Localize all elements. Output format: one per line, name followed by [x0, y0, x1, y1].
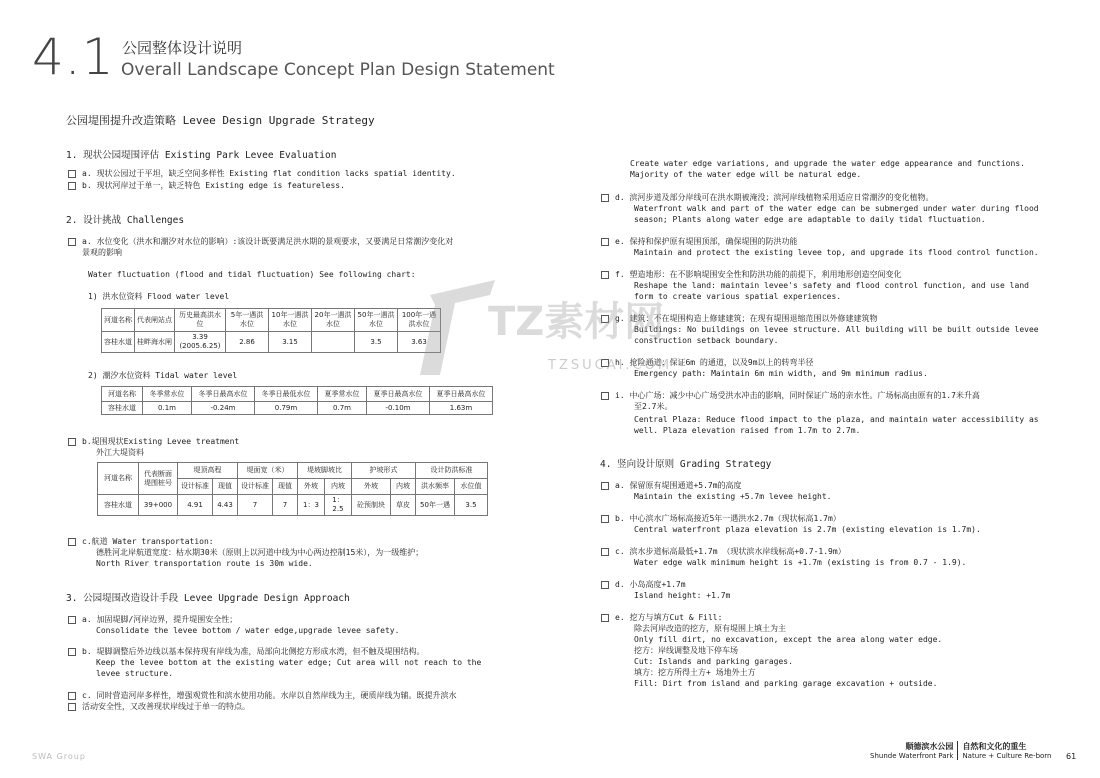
r-i3: Central Plaza: Reduce flood impact to the plaza, and maintain water accessibility as [634, 415, 1039, 424]
s1-item-b [68, 180, 345, 191]
levee-td: 容桂水道 [98, 495, 139, 516]
flood-th: 5年一遇洪水位 [226, 309, 269, 332]
levee-th: 现值 [273, 479, 298, 495]
r-g3: construction setback boundary. [634, 336, 779, 345]
r-i2: 至2.7米。 [634, 402, 673, 411]
section-number: 4.1 [32, 28, 115, 86]
footer-theme-en: Nature + Culture Re-born [962, 752, 1052, 760]
s4-e4: 挖方：岸线调整及地下停车场 [634, 646, 738, 655]
s3-b3: levee structure. [96, 669, 174, 678]
s4-item-b [601, 513, 841, 524]
s2-item-c [68, 536, 214, 547]
r-f1-text: f. 塑造地形：在不影响堤围安全性和防洪功能的前提下，利用地形创造空间变化 [615, 270, 902, 279]
s4-a1-text: a. 保留原有堤围通道+5.7m的高度 [615, 481, 742, 490]
checkbox-icon [68, 538, 76, 546]
levee-th: 水位值 [455, 479, 488, 495]
s4-b1-text: b. 中心滨水广场标高接近5年一遇洪水2.7m（现状标高1.7m） [615, 514, 841, 523]
levee-th: 堤坡脚坡比 [298, 463, 352, 479]
checkbox-icon [68, 170, 76, 178]
flood-th: 100年一遇洪水位 [398, 309, 441, 332]
checkbox-icon [601, 515, 609, 523]
checkbox-icon [601, 392, 609, 400]
levee-th: 设计标准 [178, 479, 213, 495]
r-f2: Reshape the land: maintain levee's safety and flood control function, and use land [634, 281, 1029, 290]
page-title-en: Overall Landscape Concept Plan Design Statement [121, 60, 555, 80]
r-item-i [601, 390, 980, 401]
tidal-td: -0.24m [192, 402, 255, 415]
s4-e5: Cut: Islands and parking garages. [634, 657, 793, 666]
flood-td: 容桂水道 [102, 332, 135, 353]
levee-td: 50年一遇 [416, 495, 455, 516]
checkbox-icon [601, 194, 609, 202]
levee-th: 堤面宽（米） [238, 463, 298, 479]
s2-item-b [68, 436, 239, 447]
footer-project-en: Shunde Waterfront Park [870, 752, 954, 760]
r-c-cont2: Majority of the water edge will be natural edge. [630, 170, 862, 179]
tidal-td: 0.79m [255, 402, 318, 415]
s4-item-a [601, 480, 742, 491]
levee-th: 河道名称 [98, 463, 139, 495]
tidal-th: 夏季日最高水位 [367, 387, 430, 402]
tidal-title: 2) 潮汐水位资料 Tidal water level [88, 371, 238, 380]
flood-th: 河道名称 [102, 309, 135, 332]
flood-table [101, 308, 441, 353]
footer-project-cn: 顺德滨水公园 [905, 742, 954, 751]
s2-item-a [68, 236, 453, 247]
levee-th: 堤顶高程 [178, 463, 238, 479]
r-g2: Buildings: No buildings on levee structure. All building will be built outside levee [634, 325, 1039, 334]
s3-title: 3. 公园堤围改造设计手段 Levee Upgrade Design Approach [66, 593, 350, 604]
tidal-th: 冬季日最高水位 [192, 387, 255, 402]
footer-project [870, 741, 1052, 760]
levee-td: 3.5 [455, 495, 488, 516]
watermark-text: TZ素材网 [488, 299, 665, 345]
s2-c2: 德胜河北岸航道宽度：枯水期30米（原则上以河道中线为中心两边控制15米），为一级维护； [96, 548, 424, 557]
levee-th: 外坡 [352, 479, 391, 495]
flood-th: 50年一遇洪水位 [355, 309, 398, 332]
r-g1-text: g. 建筑：不在堤围构造上修建建筑；在现有堤围退缩范围以外修建建筑物 [615, 314, 878, 323]
checkbox-icon [68, 182, 76, 190]
checkbox-icon [601, 238, 609, 246]
levee-th: 外坡 [298, 479, 325, 495]
s2-a2: 景观的影响 [82, 248, 122, 257]
s3-b1-text: b. 堤脚调整后外边线以基本保持现有岸线为准，局部向北侧挖方形成水湾，但不触及堤围结构。 [82, 647, 425, 656]
watermark-logo-icon [400, 275, 500, 385]
s3-item-b [68, 646, 424, 657]
levee-td: 砼预制块 [352, 495, 391, 516]
r-item-d [601, 192, 933, 203]
s4-e3: Only fill dirt, no excavation, except the area along water edge. [634, 635, 943, 644]
s4-c1-text: c. 滨水步道标高最低+1.7m （现状滨水岸线标高+0.7-1.9m） [615, 547, 846, 556]
flood-th: 历史最高洪水位 [175, 309, 226, 332]
levee-td: 1：2.5 [325, 495, 352, 516]
s1-b-text: b. 现状河岸过于单一，缺乏特色 Existing edge is featureless. [82, 181, 345, 190]
checkbox-icon [601, 482, 609, 490]
tidal-td: 0.7m [318, 402, 367, 415]
s4-e2: 除去河岸改造的挖方，原有堤围上填土为主 [634, 624, 786, 633]
levee-td: 7 [238, 495, 273, 516]
checkbox-icon [601, 614, 609, 622]
r-c-cont1: Create water edge variations, and upgrade the water edge appearance and functions. [630, 159, 1025, 168]
s4-item-d [601, 579, 686, 590]
r-h2: Emergency path: Maintain 6m min width, and 9m minimum radius. [634, 369, 928, 378]
levee-td: 4.91 [178, 495, 213, 516]
s4-c2: Water edge walk minimum height is +1.7m (existing is from 0.7 - 1.9). [634, 558, 967, 567]
flood-td: 桂畔海水闸 [135, 332, 175, 353]
tidal-td: 0.1m [143, 402, 192, 415]
s2-b2: 外江大堤资料 [96, 448, 144, 457]
levee-th: 设计防洪标准 [416, 463, 488, 479]
s4-d2: Island height: +1.7m [634, 591, 731, 600]
s3-a1-text: a. 加固堤脚/河岸边界，提升堤围安全性； [82, 615, 238, 624]
r-item-f [601, 269, 901, 280]
levee-th: 设计标准 [238, 479, 273, 495]
flood-td: 2.86 [226, 332, 269, 353]
main-heading: 公园堤围提升改造策略 Levee Design Upgrade Strategy [66, 114, 375, 127]
flood-th: 20年一遇洪水位 [312, 309, 355, 332]
r-h1-text: h. 抢险通道：保证6m 的通道，以及9m以上的转弯半径 [615, 358, 814, 367]
levee-td: 7 [273, 495, 298, 516]
levee-th: 现值 [213, 479, 238, 495]
watermark [400, 275, 500, 389]
s1-item-a [68, 168, 456, 179]
r-d2: Waterfront walk and part of the water edge can be submerged under water during flood [634, 204, 1039, 213]
flood-th: 代表闸站点 [135, 309, 175, 332]
flood-max: 3.39 [192, 333, 208, 341]
s3-c2-text: 活动安全性，又改善现状岸线过于单一的特点。 [82, 702, 250, 711]
r-f3: form to create various spatial experiences. [634, 292, 842, 301]
levee-td: 4.43 [213, 495, 238, 516]
tidal-th: 夏季常水位 [318, 387, 367, 402]
r-d3: season; Plants along water edge are adaptable to daily tidal fluctuation. [634, 215, 986, 224]
levee-td: 草皮 [391, 495, 416, 516]
flood-td [175, 332, 226, 353]
tidal-th: 夏季日最高水位 [430, 387, 493, 402]
flood-td [312, 332, 355, 353]
s2-b1-text: b.堤围现状Existing Levee treatment [82, 437, 240, 446]
s4-d1-text: d. 小岛高度+1.7m [615, 580, 686, 589]
s2-c1-text: c.航道 Water transportation: [82, 537, 214, 546]
checkbox-icon [68, 438, 76, 446]
tidal-table [101, 386, 493, 415]
checkbox-icon [68, 616, 76, 624]
s2-title: 2. 设计挑战 Challenges [66, 215, 185, 226]
checkbox-icon [68, 703, 76, 711]
checkbox-icon [601, 581, 609, 589]
flood-title: 1) 洪水位资料 Flood water level [88, 292, 230, 301]
tidal-th: 河道名称 [102, 387, 143, 402]
levee-th: 代表断面堤围桩号 [139, 463, 178, 495]
r-i1-text: i. 中心广场：减少中心广场受洪水冲击的影响，同时保证广场的亲水性。广场标高由原有的1.7米升高 [615, 391, 980, 400]
footer-theme-cn: 自然和文化的重生 [962, 742, 1027, 751]
s3-c1-text: c. 同时营造河岸多样性，增强观赏性和滨水使用功能。水岸以自然岸线为主，硬质岸线为辅。既提升滨水 [82, 691, 457, 700]
s3-item-c [68, 690, 456, 701]
flood-td: 3.15 [269, 332, 312, 353]
tidal-th: 冬季常水位 [143, 387, 192, 402]
s4-b2: Central waterfront plaza elevation is 2.7m (existing elevation is 1.7m). [634, 525, 981, 534]
levee-td: 1：3 [298, 495, 325, 516]
flood-th: 10年一遇洪水位 [269, 309, 312, 332]
r-d1-text: d. 滨河步道及部分岸线可在洪水期被淹没；滨河岸线植物采用适应日常潮汐的变化植物。 [615, 193, 934, 202]
s1-title: 1. 现状公园堤围评估 Existing Park Levee Evaluation [66, 150, 337, 161]
levee-th: 内坡 [391, 479, 416, 495]
levee-th: 洪水频率 [416, 479, 455, 495]
checkbox-icon [68, 648, 76, 656]
levee-table [97, 462, 488, 516]
levee-th: 护坡形式 [352, 463, 416, 479]
levee-td: 39+000 [139, 495, 178, 516]
page-number: 61 [1066, 752, 1077, 761]
r-i4: well. Plaza elevation raised from 1.7m to 2.7m. [634, 426, 861, 435]
levee-th: 内坡 [325, 479, 352, 495]
footer-company: SWA Group [32, 752, 86, 761]
page-title-cn: 公园整体设计说明 [122, 39, 243, 57]
s4-a2: Maintain the existing +5.7m levee height. [634, 492, 832, 501]
s4-e6: 填方：挖方所得土方+ 场地外土方 [634, 668, 756, 677]
s3-item-a [68, 614, 237, 625]
flood-td: 3.63 [398, 332, 441, 353]
s4-e1-text: e. 挖方与填方Cut & Fill: [615, 613, 723, 622]
s1-a-text: a. 现状公园过于平坦，缺乏空间多样性 Existing flat condition lacks spatial identity. [82, 169, 456, 178]
s4-item-e [601, 612, 722, 623]
flood-td: 3.5 [355, 332, 398, 353]
r-item-e [601, 236, 797, 247]
tidal-td: 容桂水道 [102, 402, 143, 415]
checkbox-icon [601, 548, 609, 556]
s4-e7: Fill: Dirt from island and parking garage excavation + outside. [634, 679, 938, 688]
s2-a3: Water fluctuation (flood and tidal fluctuation) See following chart: [88, 270, 416, 279]
watermark-url: TZSUCAI.COM [548, 358, 673, 373]
s4-item-c [601, 546, 846, 557]
s4-title: 4. 竖向设计原则 Grading Strategy [600, 459, 772, 470]
flood-max-date: (2005.6.25) [179, 342, 221, 350]
s3-a2: Consolidate the levee bottom / water edge,upgrade levee safety. [96, 626, 400, 635]
s2-a1-text: a. 水位变化（洪水和潮汐对水位的影响）:该设计既要满足洪水期的景观要求，又要满足日常潮汐变化对 [82, 237, 454, 246]
s2-c3: North River transportation route is 30m wide. [96, 559, 313, 568]
tidal-td: -0.10m [367, 402, 430, 415]
checkbox-icon [601, 271, 609, 279]
tidal-td: 1.63m [430, 402, 493, 415]
s3-b2: Keep the levee bottom at the existing water edge; Cut area will not reach to the [96, 658, 482, 667]
checkbox-icon [68, 238, 76, 246]
s3-item-c2 [68, 701, 250, 712]
r-e2: Maintain and protect the existing levee top, and upgrade its flood control function. [634, 248, 1039, 257]
checkbox-icon [68, 692, 76, 700]
r-e1-text: e. 保持和保护原有堤围顶部，确保堤围的防洪功能 [615, 237, 798, 246]
tidal-th: 冬季日最低水位 [255, 387, 318, 402]
